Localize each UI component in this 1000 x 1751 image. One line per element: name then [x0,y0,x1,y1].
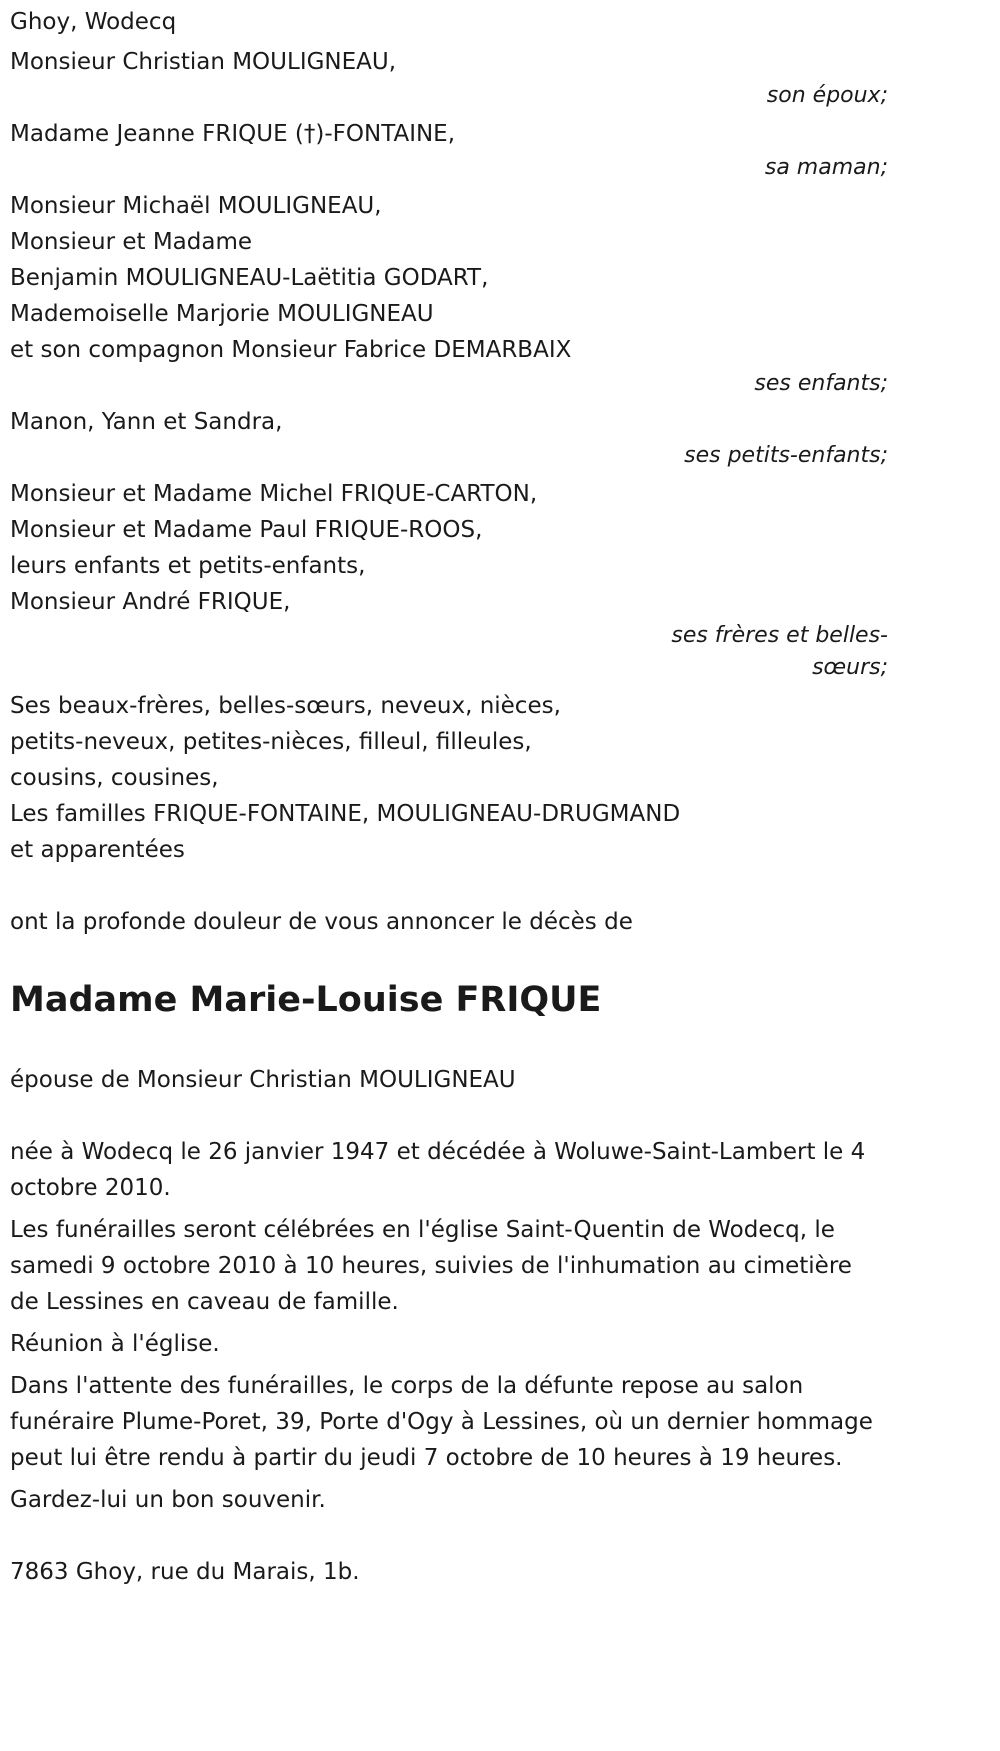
family-name-line: Monsieur et Madame [10,229,253,255]
family-name-line: leurs enfants et petits-enfants, [10,553,366,579]
family-name-line: Benjamin MOULIGNEAU-Laëtitia GODART, [10,265,489,291]
relation-label: ses enfants; [754,371,888,396]
announcement-text: ont la profonde douleur de vous annoncer le décès de [10,909,633,935]
family-name-line: Monsieur Christian MOULIGNEAU, [10,49,397,75]
family-name-line: Monsieur et Madame Michel FRIQUE-CARTON, [10,481,538,507]
viewing-paragraph: Dans l'attente des funérailles, le corps de la défunte repose au salon funéraire Plume-Poret, 39, Porte d'Ogy à Lessines, où un dernier hommage peut lui être rendu à partir du jeudi 7 octobre de 10 heures à 19 heures. [10,1373,873,1471]
family-group-siblings [10,476,890,684]
family-name-line: Monsieur Michaël MOULIGNEAU, [10,193,382,219]
family-name-line: Madame Jeanne FRIQUE (†)-FONTAINE, [10,121,456,147]
family-name-line: Manon, Yann et Sandra, [10,409,283,435]
header-location: Ghoy, Wodecq [10,9,177,35]
spouse-line: épouse de Monsieur Christian MOULIGNEAU [10,1067,516,1093]
remembrance-paragraph: Gardez-lui un bon souvenir. [10,1487,326,1513]
funeral-paragraph: Les funérailles seront célébrées en l'église Saint-Quentin de Wodecq, le samedi 9 octobre 2010 à 10 heures, suivies de l'inhumation au cimetière de Lessines en caveau de famille. [10,1217,852,1315]
extended-family-line: Les familles FRIQUE-FONTAINE, MOULIGNEAU-DRUGMAND [10,801,681,827]
family-name-line: Monsieur et Madame Paul FRIQUE-ROOS, [10,517,483,543]
family-name-line: Mademoiselle Marjorie MOULIGNEAU [10,301,434,327]
extended-family-line: et apparentées [10,837,185,863]
family-group-grandchildren [10,404,890,472]
family-group-children [10,188,890,400]
relation-label: son époux; [766,83,888,108]
relation-label: sœurs; [812,655,888,680]
extended-family-line: petits-neveux, petites-nièces, filleul, filleules, [10,729,532,755]
extended-family-line: cousins, cousines, [10,765,219,791]
relation-label: ses petits-enfants; [684,443,888,468]
details [10,1134,890,1518]
family-name-line: et son compagnon Monsieur Fabrice DEMARBAIX [10,337,572,363]
extended-family-line: Ses beaux-frères, belles-sœurs, neveux, nièces, [10,693,561,719]
extended-family [10,688,890,868]
deceased-name: Madame Marie-Louise FRIQUE [10,980,602,1020]
family-group-spouse [10,44,890,112]
relation-label: ses frères et belles- [671,623,888,648]
meeting-paragraph: Réunion à l'église. [10,1331,220,1357]
family-group-mother [10,116,890,184]
birth-death-paragraph: née à Wodecq le 26 janvier 1947 et décédée à Woluwe-Saint-Lambert le 4 octobre 2010. [10,1139,866,1201]
relation-label: sa maman; [764,155,888,180]
address: 7863 Ghoy, rue du Marais, 1b. [10,1559,360,1585]
family-name-line: Monsieur André FRIQUE, [10,589,291,615]
